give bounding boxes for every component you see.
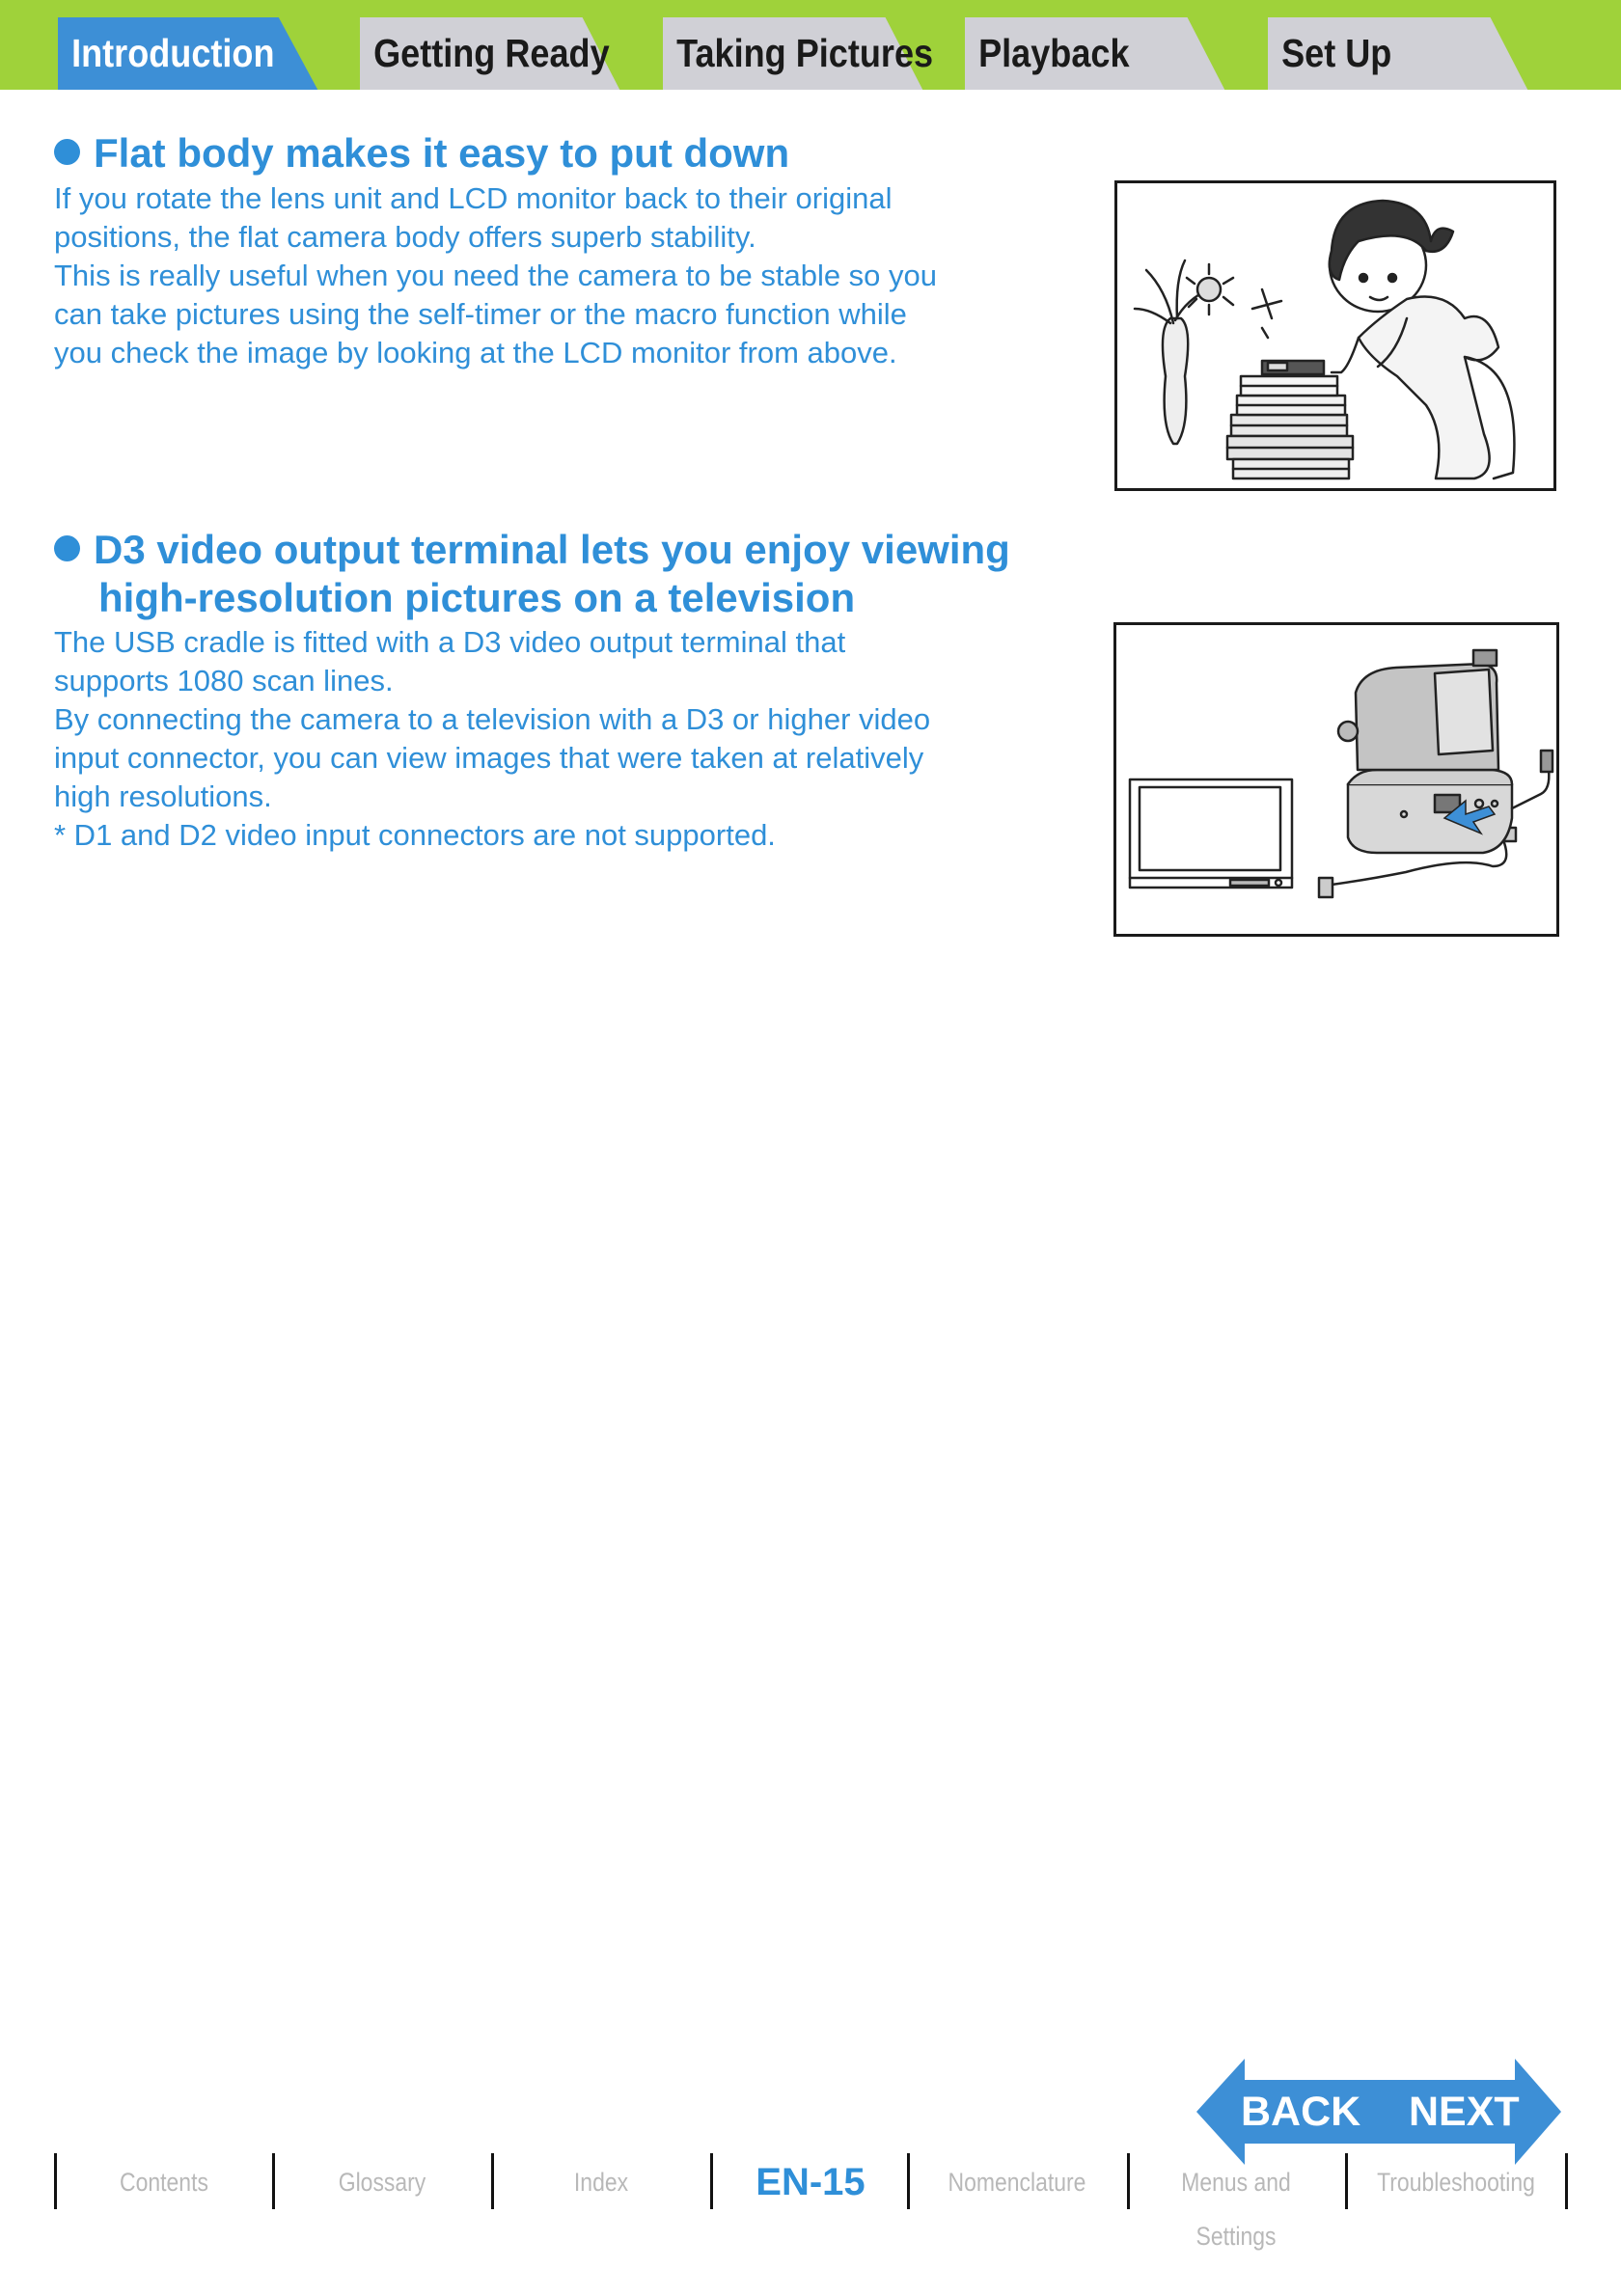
footer-divider bbox=[710, 2153, 713, 2209]
section2-heading-text: high-resolution pictures on a television bbox=[98, 575, 856, 620]
section2-line: By connecting the camera to a television with a D3 or higher video bbox=[54, 702, 931, 736]
back-label: BACK bbox=[1241, 2089, 1361, 2135]
section1-line: This is really useful when you need the camera to be stable so you bbox=[54, 259, 938, 292]
back-button[interactable] bbox=[1196, 2059, 1389, 2165]
footer-menus-settings-link[interactable]: Menus and Settings bbox=[1181, 2168, 1291, 2251]
bullet-icon bbox=[54, 535, 80, 561]
footer-troubleshooting-link[interactable]: Troubleshooting bbox=[1377, 2168, 1535, 2197]
section2-line: * D1 and D2 video input connectors are not supported. bbox=[54, 818, 776, 852]
tab-playback[interactable] bbox=[965, 17, 1223, 90]
page-number: EN-15 bbox=[756, 2161, 865, 2203]
tab-label: Getting Ready bbox=[373, 31, 610, 75]
flat-body-illustration bbox=[1114, 180, 1556, 491]
section2-line: The USB cradle is fitted with a D3 video output terminal that bbox=[54, 625, 846, 659]
bullet-icon bbox=[54, 139, 80, 165]
section2-heading bbox=[54, 526, 1010, 622]
section2-line: input connector, you can view images that were taken at relatively bbox=[54, 741, 924, 775]
tab-label: Playback bbox=[978, 31, 1130, 75]
tab-taking-pictures[interactable] bbox=[663, 17, 934, 90]
footer-divider bbox=[272, 2153, 275, 2209]
section1-line: can take pictures using the self-timer or the macro function while bbox=[54, 297, 907, 331]
section1-heading bbox=[54, 129, 789, 178]
tab-introduction[interactable] bbox=[58, 17, 316, 90]
section2-line: high resolutions. bbox=[54, 779, 272, 813]
footer-nomenclature-link[interactable]: Nomenclature bbox=[948, 2168, 1086, 2197]
section1-line: If you rotate the lens unit and LCD monitor back to their original bbox=[54, 181, 893, 215]
footer-divider bbox=[54, 2153, 57, 2209]
tab-getting-ready[interactable] bbox=[360, 17, 618, 90]
footer-divider bbox=[491, 2153, 494, 2209]
next-button[interactable] bbox=[1386, 2059, 1563, 2165]
woman-camera-drawing bbox=[1117, 183, 1553, 488]
section1-line: positions, the flat camera body offers superb stability. bbox=[54, 220, 756, 254]
section1-heading-text: Flat body makes it easy to put down bbox=[94, 130, 790, 176]
tv-cradle-drawing bbox=[1116, 625, 1556, 934]
section2-line: supports 1080 scan lines. bbox=[54, 664, 394, 697]
tab-label: Introduction bbox=[71, 31, 275, 75]
footer-divider bbox=[1565, 2153, 1568, 2209]
section2-body bbox=[54, 623, 930, 855]
section1-line: you check the image by looking at the LCD monitor from above. bbox=[54, 336, 897, 369]
footer-glossary-link[interactable]: Glossary bbox=[338, 2168, 426, 2197]
footer-index-link[interactable]: Index bbox=[573, 2168, 629, 2197]
tab-label: Set Up bbox=[1281, 31, 1392, 75]
next-label: NEXT bbox=[1409, 2089, 1520, 2135]
footer-divider bbox=[1127, 2153, 1130, 2209]
footer-contents-link[interactable]: Contents bbox=[120, 2168, 208, 2197]
footer-divider bbox=[907, 2153, 910, 2209]
section1-body bbox=[54, 179, 937, 372]
tab-label: Taking Pictures bbox=[676, 31, 934, 75]
section2-heading-text: D3 video output terminal lets you enjoy viewing bbox=[94, 527, 1010, 572]
tab-set-up[interactable] bbox=[1268, 17, 1526, 90]
d3-output-illustration bbox=[1113, 622, 1559, 937]
